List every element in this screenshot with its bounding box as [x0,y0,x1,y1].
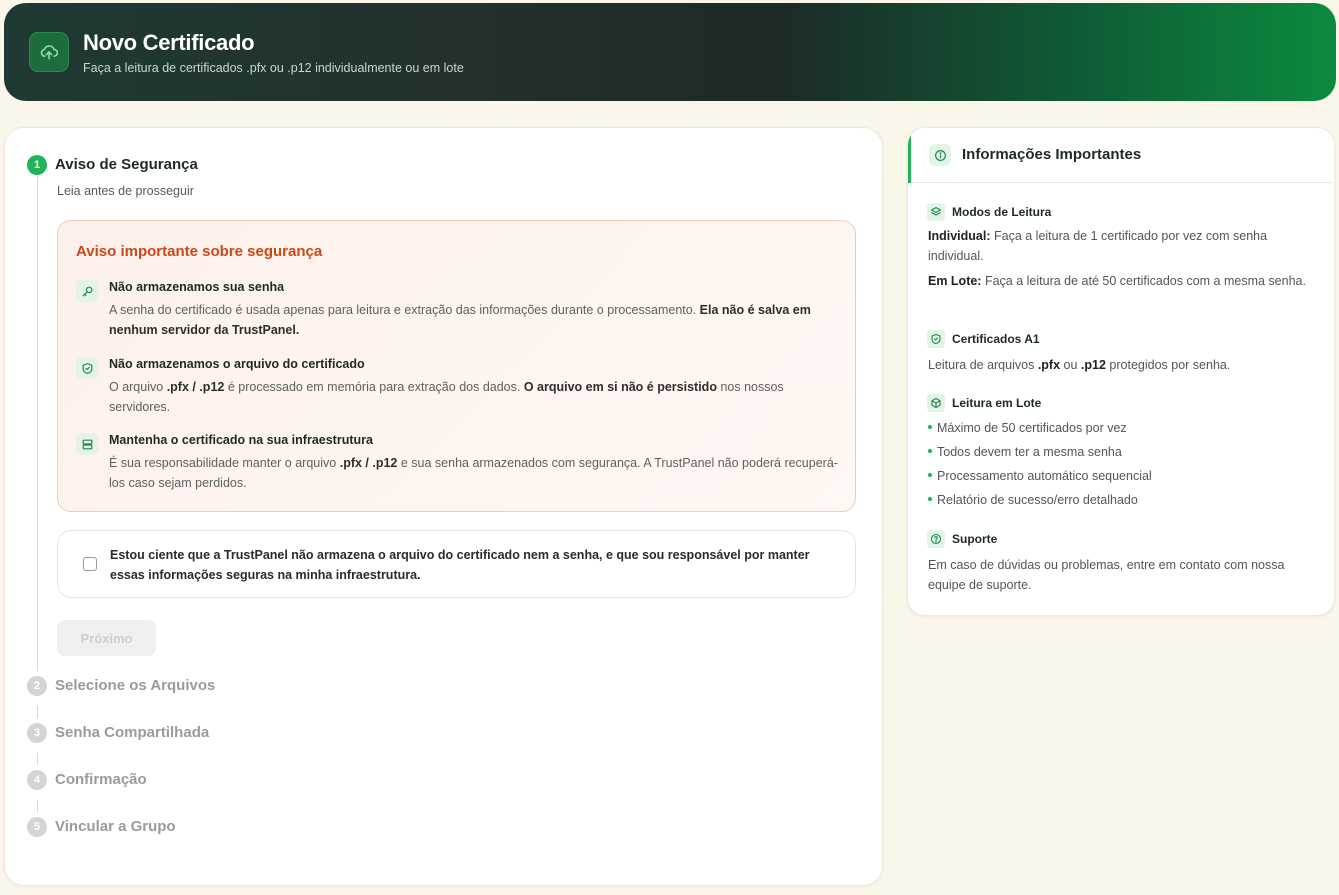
info-header [908,128,1334,183]
warning-title: Aviso importante sobre segurança [76,243,323,260]
step-2-title[interactable]: Selecione os Arquivos [55,677,216,694]
warning-item-text: É sua responsabilidade manter o arquivo .pfx / .p12 e sua senha armazenados com segurança. A TrustPanel não poderá recuperá-los caso sejam perdidos. [109,456,838,490]
security-warning-box [57,220,856,512]
support-title: Suporte [952,532,998,546]
warning-item-title: Não armazenamos sua senha [109,280,285,294]
step-4-number: 4 [27,770,47,790]
page-header [4,3,1336,101]
warning-item-text: O arquivo .pfx / .p12 é processado em memória para extração dos dados. O arquivo em si não é persistido nos nossos servidores. [109,380,784,414]
lote-bullet: Relatório de sucesso/erro detalhado [928,493,1138,507]
step-5-title[interactable]: Vincular a Grupo [55,818,176,835]
key-icon [76,280,98,302]
warning-item-title: Mantenha o certificado na sua infraestrutura [109,433,373,447]
step-connector [37,800,38,812]
step-1-number: 1 [27,155,47,175]
modes-title: Modos de Leitura [952,205,1052,219]
info-title: Informações Importantes [962,146,1142,163]
info-accent-bar [908,128,911,183]
lote-title: Leitura em Lote [952,396,1042,410]
cloud-upload-icon [29,32,69,72]
package-icon [927,394,945,412]
shield-check-icon [76,357,98,379]
warning-item-text: A senha do certificado é usada apenas para leitura e extração das informações durante o processamento. Ela não é salva em nenhum servidor da TrustPanel. [109,303,811,337]
acknowledge-checkbox[interactable] [83,557,97,571]
modes-individual-text: Individual: Faça a leitura de 1 certificado por vez com senha individual. [928,229,1268,263]
support-text: Em caso de dúvidas ou problemas, entre em contato com nossa equipe de suporte. [928,558,1285,592]
page-title: Novo Certificado [83,29,255,55]
step-1-subtitle: Leia antes de prosseguir [57,184,194,198]
step-connector [37,706,38,718]
step-4-title[interactable]: Confirmação [55,771,147,788]
step-3-title[interactable]: Senha Compartilhada [55,724,210,741]
step-2-number: 2 [27,676,47,696]
help-circle-icon [927,530,945,548]
info-icon [929,144,951,166]
step-connector [37,176,38,671]
lote-bullet: Todos devem ter a mesma senha [928,445,1122,459]
acknowledge-text[interactable]: Estou ciente que a TrustPanel não armazena o arquivo do certificado nem a senha, e que sou responsável por manter essas informações seguras na minha infraestrutura. [110,548,810,582]
a1-text: Leitura de arquivos .pfx ou .p12 protegidos por senha. [928,358,1231,372]
info-card [907,127,1335,616]
step-3-number: 3 [27,723,47,743]
lote-bullet: Máximo de 50 certificados por vez [928,421,1127,435]
a1-title: Certificados A1 [952,332,1040,346]
next-button[interactable]: Próximo [57,620,156,656]
lote-bullet: Processamento automático sequencial [928,469,1152,483]
acknowledge-box[interactable] [57,530,856,598]
step-1-title[interactable]: Aviso de Segurança [55,156,198,173]
warning-item-title: Não armazenamos o arquivo do certificado [109,357,365,371]
step-connector [37,753,38,765]
wizard-card [4,127,883,886]
layers-icon [927,203,945,221]
server-icon [76,433,98,455]
page-subtitle: Faça a leitura de certificados .pfx ou .p12 individualmente ou em lote [83,60,464,75]
shield-check-icon [927,330,945,348]
modes-lote-text: Em Lote: Faça a leitura de até 50 certificados com a mesma senha. [928,274,1306,288]
step-5-number: 5 [27,817,47,837]
